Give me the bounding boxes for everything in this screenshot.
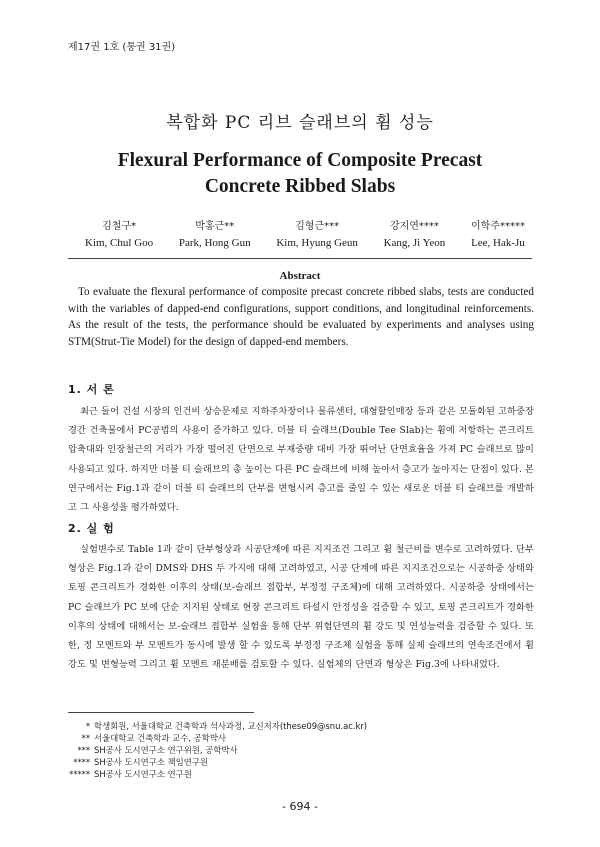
footnote-mark: ** (81, 733, 90, 743)
abstract-heading: Abstract (279, 270, 321, 282)
footnote (60, 732, 367, 744)
footnote (60, 744, 367, 756)
author (471, 218, 525, 252)
author-name-english: Park, Hong Gun (178, 237, 251, 249)
footnote (60, 720, 367, 732)
footnote (60, 768, 367, 780)
page-number: - 694 - (282, 800, 318, 813)
author-name-korean: 김철구* (102, 221, 137, 232)
footnote-text: SH공사 도시연구소 연구위원, 공학박사 (94, 745, 238, 755)
author-name-english: Kim, Chul Goo (85, 237, 154, 249)
footnote-mark: **** (73, 757, 90, 767)
title-korean: 복합화 PC 리브 슬래브의 휨 성능 (166, 113, 434, 133)
footnote (60, 756, 367, 768)
author-name-korean: 김형근*** (295, 221, 340, 232)
author (85, 218, 153, 252)
footnotes (60, 720, 367, 780)
author-name-korean: 강지연**** (389, 221, 439, 232)
footnote-mark: ***** (69, 769, 90, 779)
footnote-text: SH공사 도시연구소 책임연구원 (94, 757, 209, 767)
author (384, 218, 446, 252)
author-name-english: Kim, Hyung Geun (276, 237, 358, 249)
title-divider (68, 258, 532, 259)
author (276, 218, 358, 252)
footnote-divider (68, 712, 254, 713)
author-list (85, 218, 525, 252)
journal-issue-header: 제17권 1호 (통권 31권) (68, 42, 176, 53)
footnote-text: 서울대학교 건축학과 교수, 공학박사 (94, 733, 227, 743)
abstract-text: To evaluate the flexural performance of composite precast concrete ribbed slabs, tests are conducted with the variables of dapped-end configurations, support conditions, and longitudinal reinforcements. As the result of the tests, the performance should be evaluated by experiments and analyses using STM(Strut-Tie Model) for the design of dapped-end members. (68, 286, 534, 348)
footnote-text: 학생회원, 서울대학교 건축학과 석사과정, 교신저자(these09@snu.ac.kr) (94, 721, 368, 731)
footnote-text: SH공사 도시연구소 연구원 (94, 769, 192, 779)
section-heading-introduction: 1. 서 론 (68, 383, 115, 396)
author-name-korean: 이학주***** (470, 221, 525, 232)
author-name-korean: 박홍근** (195, 221, 235, 232)
author-name-english: Lee, Hak-Ju (471, 237, 525, 249)
section-body-introduction: 최근 들어 건설 시장의 인건비 상승문제로 지하주차장이나 물류센터, 대형할인매장 등과 같은 모듈화된 고하중장경간 건축물에서 PC공법의 사용이 증가하고 있다. 더블 티 슬래브(Double Tee Slab)는 휨에 저항하는 콘크리트 압축대와 인장철근의 거리가 가장 떨어진 단면으로 부재중량 대비 가장 뛰어난 단면효율을 가져 PC 슬래브로 많이 사용되고 있다. 하지만 더블 티 슬래브의 총 높이는 다른 PC 슬래브에 비해 높아서 층고가 높아지는 단점이 있다. 본 연구에서는 Fig.1과 같이 더블 티 슬래브의 단부를 변형시켜 층고를 줄일 수 있는 새로운 더블 티 슬래브를 개발하고 그 사용성을 평가하였다. (68, 406, 534, 514)
section-body-experiment: 실험변수로 Table 1과 같이 단부형상과 시공단계에 따른 지지조건 그리고 휨 철근비를 변수로 고려하였다. 단부형상은 Fig.1과 같이 DMS와 DHS 두 가지에 대해 고려하였고, 시공 단계에 따른 지지조건으로는 시공하중 상태와 토핑 콘크리트가 경화한 이후의 상태(보-슬래브 접합부, 부정정 구조체)에 대해 고려하였다. 시공하중 상태에서는 PC 슬래브가 PC 보에 단순 지지된 상태로 현장 콘크리트 타설시 안정성을 검증할 수 있고, 토핑 콘크리트가 경화한 이후의 상태에 대해서는 보-슬래브 접합부 실험을 통해 단부 위험단면의 휨 강도 및 연성능력을 검증할 수 있다. 또한, 정 모멘트와 부 모멘트가 동시에 발생 할 수 있도록 부정정 구조체 실험을 통해 실제 슬래브의 연속조건에서 휨 강도 및 변형능력 그리고 휨 모멘트 재분배를 검토할 수 있다. 실험체의 단면과 형상은 Fig.3에 나타내었다. (68, 544, 534, 671)
footnote-mark: *** (77, 745, 90, 755)
author (179, 218, 251, 252)
footnote-mark: * (85, 721, 90, 731)
section-heading-experiment: 2. 실 험 (68, 522, 115, 535)
author-name-english: Kang, Ji Yeon (383, 237, 446, 249)
title-english-line-1: Flexural Performance of Composite Precast (117, 150, 483, 171)
title-english-line-2: Concrete Ribbed Slabs (204, 176, 396, 197)
title-english (0, 148, 600, 200)
